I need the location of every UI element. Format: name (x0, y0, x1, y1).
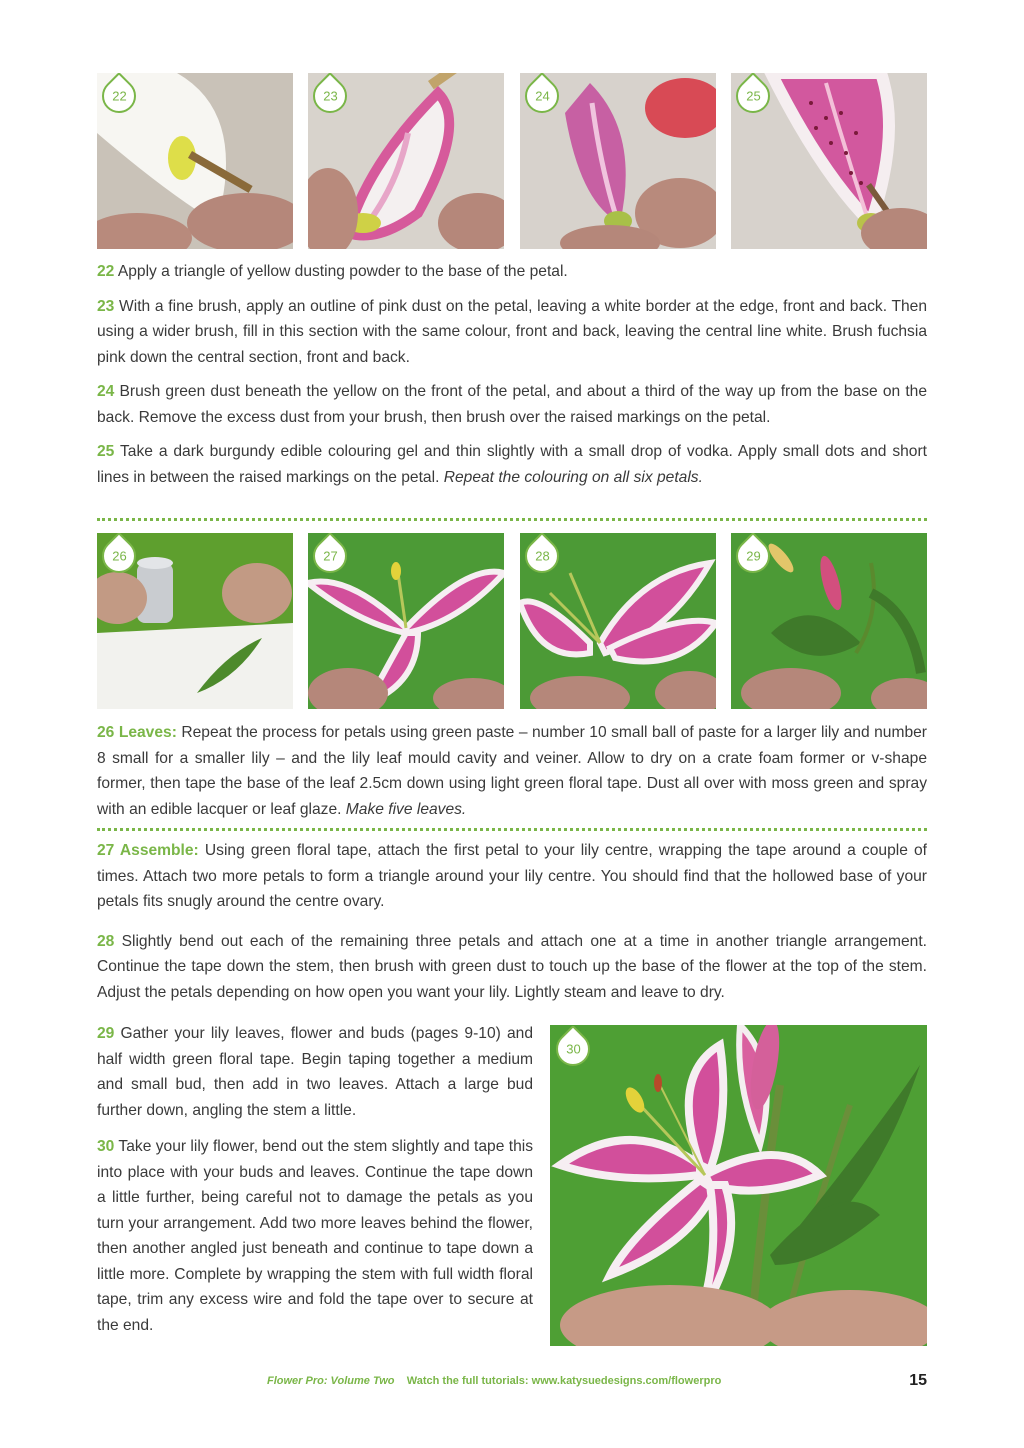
step-photo-27 (308, 533, 504, 709)
dotted-divider (97, 828, 927, 831)
step-number: 22 (97, 263, 115, 280)
step-number: 25 (97, 443, 115, 460)
steps-side-column (97, 1021, 533, 1338)
step-28-paragraph (97, 929, 927, 1006)
step-photo-25 (731, 73, 927, 249)
step-badge: 28 (520, 533, 566, 580)
step-photo-23 (308, 73, 504, 249)
finished-lily-spray-image (550, 1025, 927, 1346)
step-text: Brush green dust beneath the yellow on the front of the petal, and about a third of the way up from the base on the back. Remove the excess dust from your brush, then brush over the raised markings on the petal. (97, 383, 927, 426)
step-27-paragraph (97, 838, 927, 915)
page-number: 15 (909, 1372, 927, 1389)
step-photo-29 (731, 533, 927, 709)
photo-row-top (97, 73, 927, 249)
step-text: Repeat the process for petals using green paste – number 10 small ball of paste for a larger lily and number 8 small for a smaller lily – and the lily leaf mould cavity and veiner. Allow to dry on a crate foam former or v-shape former, then tape the base of the leaf 2.5cm down using light green floral tape. Dust all over with moss green and spray with an edible lacquer or leaf glaze. (97, 724, 927, 818)
step-number: 26 Leaves: (97, 724, 177, 741)
step-badge: 22 (97, 73, 143, 120)
step-number: 28 (97, 932, 115, 950)
step-number: 23 (97, 297, 115, 315)
step-text: Take your lily flower, bend out the stem slightly and tape this into place with your buds and leaves. Continue the tape down a little further, being careful not to damage the petals as you turn your arrangement. Add two more leaves behind the flower, then another angled just beneath and continue to tape down a little more. Complete by wrapping the stem with full width floral tape, trim any excess wire and fold the tape over to secure at the end. (97, 1138, 533, 1334)
step-23-paragraph (97, 294, 927, 371)
footer-text (267, 1375, 721, 1387)
step-italic-note: Make five leaves. (345, 800, 467, 818)
step-text: Gather your lily leaves, flower and buds (pages 9-10) and half width green floral tape. Begin taping together a medium and small bud, then add in two leaves. Attach a large bud further down, angling the stem a little. (97, 1025, 533, 1119)
page-footer (97, 1372, 927, 1394)
step-italic-note: Repeat the colouring on all six petals. (443, 468, 703, 486)
steps-block-top (97, 259, 927, 490)
step-badge: 25 (731, 73, 777, 120)
step-30-paragraph (97, 1134, 533, 1338)
step-badge: 27 (308, 533, 354, 580)
step-badge: 24 (520, 73, 566, 120)
step-26-block (97, 720, 927, 822)
step-22-paragraph (97, 259, 927, 285)
step-photo-24 (520, 73, 716, 249)
step-badge: 23 (308, 73, 354, 120)
step-24-paragraph (97, 379, 927, 430)
step-text: Take a dark burgundy edible colouring gel and thin slightly with a small drop of vodka. Apply small dots and short lines in between the raised markings on the petal. (97, 443, 928, 486)
step-photo-30 (550, 1025, 927, 1346)
step-photo-26 (97, 533, 293, 709)
dotted-divider (97, 518, 927, 521)
step-number: 24 (97, 383, 115, 400)
step-photo-22 (97, 73, 293, 249)
step-text: Slightly bend out each of the remaining three petals and attach one at a time in another triangle arrangement. Continue the tape down the stem, then brush with green dust to touch up the base of the flower at the top of the stem. Adjust the petals depending on how open you want your lily. Lightly steam and leave to dry. (97, 932, 927, 1001)
step-number: 30 (97, 1138, 115, 1155)
step-25-paragraph (97, 439, 927, 490)
publication-title: Flower Pro: Volume Two (267, 1375, 395, 1387)
step-number: 29 (97, 1025, 115, 1042)
steps-block-assemble (97, 838, 927, 1005)
step-text: With a fine brush, apply an outline of pink dust on the petal, leaving a white border at the edge, front and back. Then using a wider brush, fill in this section with the same colour, front and back, leaving the central line white. Brush fuchsia pink down the central section, front and back. (97, 297, 927, 366)
step-photo-28 (520, 533, 716, 709)
step-badge: 29 (731, 533, 777, 580)
tutorial-link-text: Watch the full tutorials: www.katysuedesigns.com/flowerpro (406, 1375, 722, 1387)
step-26-paragraph (97, 720, 927, 822)
step-badge: 30 (550, 1025, 597, 1073)
step-29-paragraph (97, 1021, 533, 1123)
step-text: Apply a triangle of yellow dusting powder to the base of the petal. (117, 263, 568, 280)
photo-row-middle (97, 533, 927, 709)
step-number: 27 Assemble: (97, 842, 199, 859)
step-badge: 26 (97, 533, 143, 580)
step-text: Using green floral tape, attach the first petal to your lily centre, wrapping the tape around a couple of times. Attach two more petals to form a triangle around your lily centre. You should find that the hollowed base of your petals fits snugly around the centre ovary. (97, 842, 928, 910)
